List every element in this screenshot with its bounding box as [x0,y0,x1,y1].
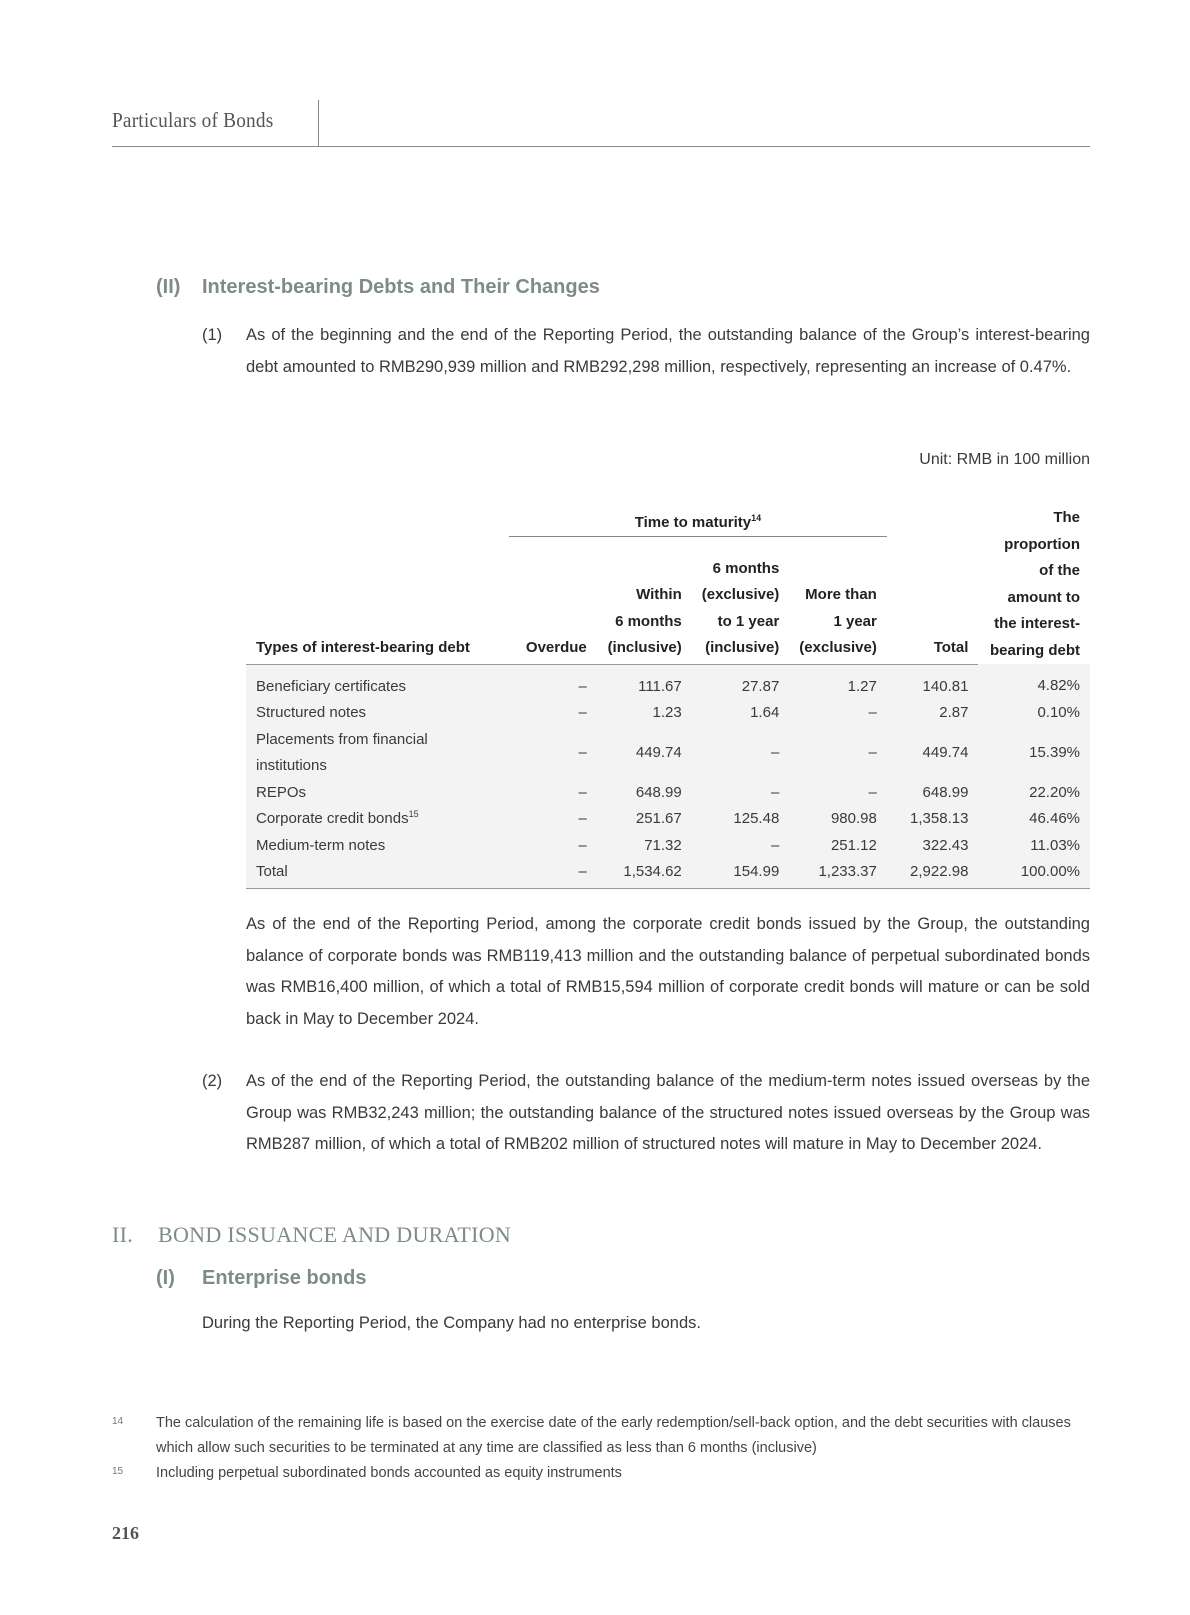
section-number: II. [112,1222,134,1247]
cell-overdue: – [578,743,587,761]
enterprise-bonds-title: Enterprise bonds [202,1267,367,1289]
cell-six-to-12m: – [770,836,780,854]
cell-over-1y: 980.98 [830,810,877,827]
cell-overdue: – [509,859,597,888]
row-label: Beneficiary certificates [256,677,407,695]
cell-type [246,727,509,780]
cell-overdue: – [578,783,587,801]
enterprise-bonds-text: During the Reporting Period, the Company had no enterprise bonds. [202,1314,701,1332]
table-row [246,859,1090,888]
item-2-text: As of the end of the Reporting Period, the outstanding balance of the medium-term notes issued overseas by the Group was RMB32,243 million; the outstanding balance of the structured notes issued overseas by the Group was RMB287 million, of which a total of RMB202 million of structured notes will mature in May to December 2024. [246,1072,1090,1153]
cell-proportion: 0.10% [1037,704,1080,721]
col-header-overdue: Overdue [509,537,597,664]
cell-over-1y: 251.12 [830,836,877,854]
row-label: Medium-term notes [256,836,386,854]
section-title: BOND ISSUANCE AND DURATION [158,1222,512,1247]
cell-total: 648.99 [922,783,969,801]
col-header-more-than-1y: More than 1 year (exclusive) [789,537,887,664]
cell-within-6m: 111.67 [638,677,682,695]
footnote-15-number: 15 [112,1466,124,1477]
item-1-text: As of the beginning and the end of the Reporting Period, the outstanding balance of the Group’s interest-bearing debt amounted to RMB290,939 million and RMB292,298 million, respectively, representing an increase of 0.47%. [246,326,1090,376]
subsection-title: Interest-bearing Debts and Their Changes [202,276,600,298]
cell-over-1y: 1.27 [847,677,877,695]
row-label: Total [256,863,288,880]
section-heading [112,1222,511,1248]
header-horizontal-divider [112,146,1090,147]
cell-over-1y: – [868,704,877,721]
footnote-15-text: Including perpetual subordinated bonds accounted as equity instruments [156,1465,622,1481]
cell-overdue: – [578,704,587,721]
cell-six-to-12m: – [770,783,780,801]
row-label: Corporate credit bonds [256,810,409,827]
cell-overdue: – [578,810,587,827]
item-2-number: (2) [202,1072,223,1090]
cell-type [246,859,509,888]
row-label: REPOs [256,783,307,801]
table-row [246,833,1090,860]
footnote-14-number: 14 [112,1416,124,1427]
cell-overdue: – [578,677,587,695]
cell-over-1y: – [868,783,877,801]
cell-total: 140.81 [922,677,969,695]
table-row [246,664,1090,700]
cell-type [246,780,509,807]
table-row [246,780,1090,807]
cell-total: 449.74 [922,743,969,761]
col-header-within-6m: Within 6 months (inclusive) [597,537,692,664]
cell-six-to-12m: 125.48 [733,810,780,827]
time-to-maturity-header: Time to maturity$^{14}$ [509,505,887,537]
cell-six-to-12m: 154.99 [692,859,790,888]
cell-proportion: 11.03% [1030,836,1080,854]
col-header-total: Total [887,537,979,664]
row-label: Placements from financial institutions [256,730,428,774]
subsection-number: (II) [156,276,181,298]
cell-over-1y: – [868,743,877,761]
col-header-6m-to-1y: 6 months (exclusive) to 1 year (inclusive) [692,537,790,664]
table-row [246,727,1090,780]
cell-type [246,833,509,860]
cell-total: 2,922.98 [887,859,979,888]
cell-proportion: 100.00% [978,859,1090,888]
footnote-ref-14: 14 [751,512,762,523]
cell-total: 1,358.13 [910,810,969,827]
col-header-type: Types of interest-bearing debt [246,537,509,664]
table-row [246,806,1090,833]
cell-type [246,664,509,700]
footnote-14-text: The calculation of the remaining life is based on the exercise date of the early redemption/sell-back option, and the debt securities with clauses which allow such securities to be terminated at any time are classified as less than 6 months (inclusive) [156,1415,1071,1456]
cell-overdue: – [578,836,587,854]
table-row [246,700,1090,727]
cell-over-1y: 1,233.37 [789,859,887,888]
row-label: Structured notes [256,704,367,721]
cell-total: 2.87 [939,704,969,721]
table-body [246,664,1090,888]
page-number: 216 [112,1523,139,1543]
subsection-heading [156,276,600,299]
running-header-title: Particulars of Bonds [112,108,274,132]
enterprise-bonds-heading [156,1267,366,1290]
cell-within-6m: 1,534.62 [597,859,692,888]
corporate-bonds-paragraph: As of the end of the Reporting Period, among the corporate credit bonds issued by the Group, the outstanding balance of corporate bonds was RMB119,413 million and the outstanding balance of perpetual subordinated bonds was RMB16,400 million, of which a total of RMB15,594 million of corporate credit bonds will mature or can be sold back in May to December 2024. [246,915,1090,1028]
cell-within-6m: 71.32 [644,836,682,854]
footnote-ref-15: 15 [408,809,419,819]
enterprise-bonds-number: (I) [156,1267,175,1289]
cell-total: 322.43 [922,836,969,854]
cell-within-6m: 648.99 [635,783,682,801]
col-header-proportion: The proportion of the amount to the interest- bearing debt [989,509,1080,659]
cell-proportion: 22.20% [1029,783,1080,801]
cell-type [246,700,509,727]
header-vertical-divider [318,100,319,146]
cell-proportion: 4.82% [1037,677,1080,695]
item-1-number: (1) [202,326,223,344]
cell-within-6m: 1.23 [652,704,682,721]
interest-bearing-debt-table [246,505,1090,889]
cell-within-6m: 449.74 [635,743,682,761]
cell-type [246,806,509,833]
cell-within-6m: 251.67 [635,810,682,827]
unit-label: Unit: RMB in 100 million [919,451,1090,468]
cell-six-to-12m: 27.87 [741,677,780,695]
cell-six-to-12m: 1.64 [750,704,780,721]
cell-proportion: 46.46% [1029,810,1080,827]
cell-proportion: 15.39% [1029,743,1080,761]
cell-six-to-12m: – [770,743,780,761]
